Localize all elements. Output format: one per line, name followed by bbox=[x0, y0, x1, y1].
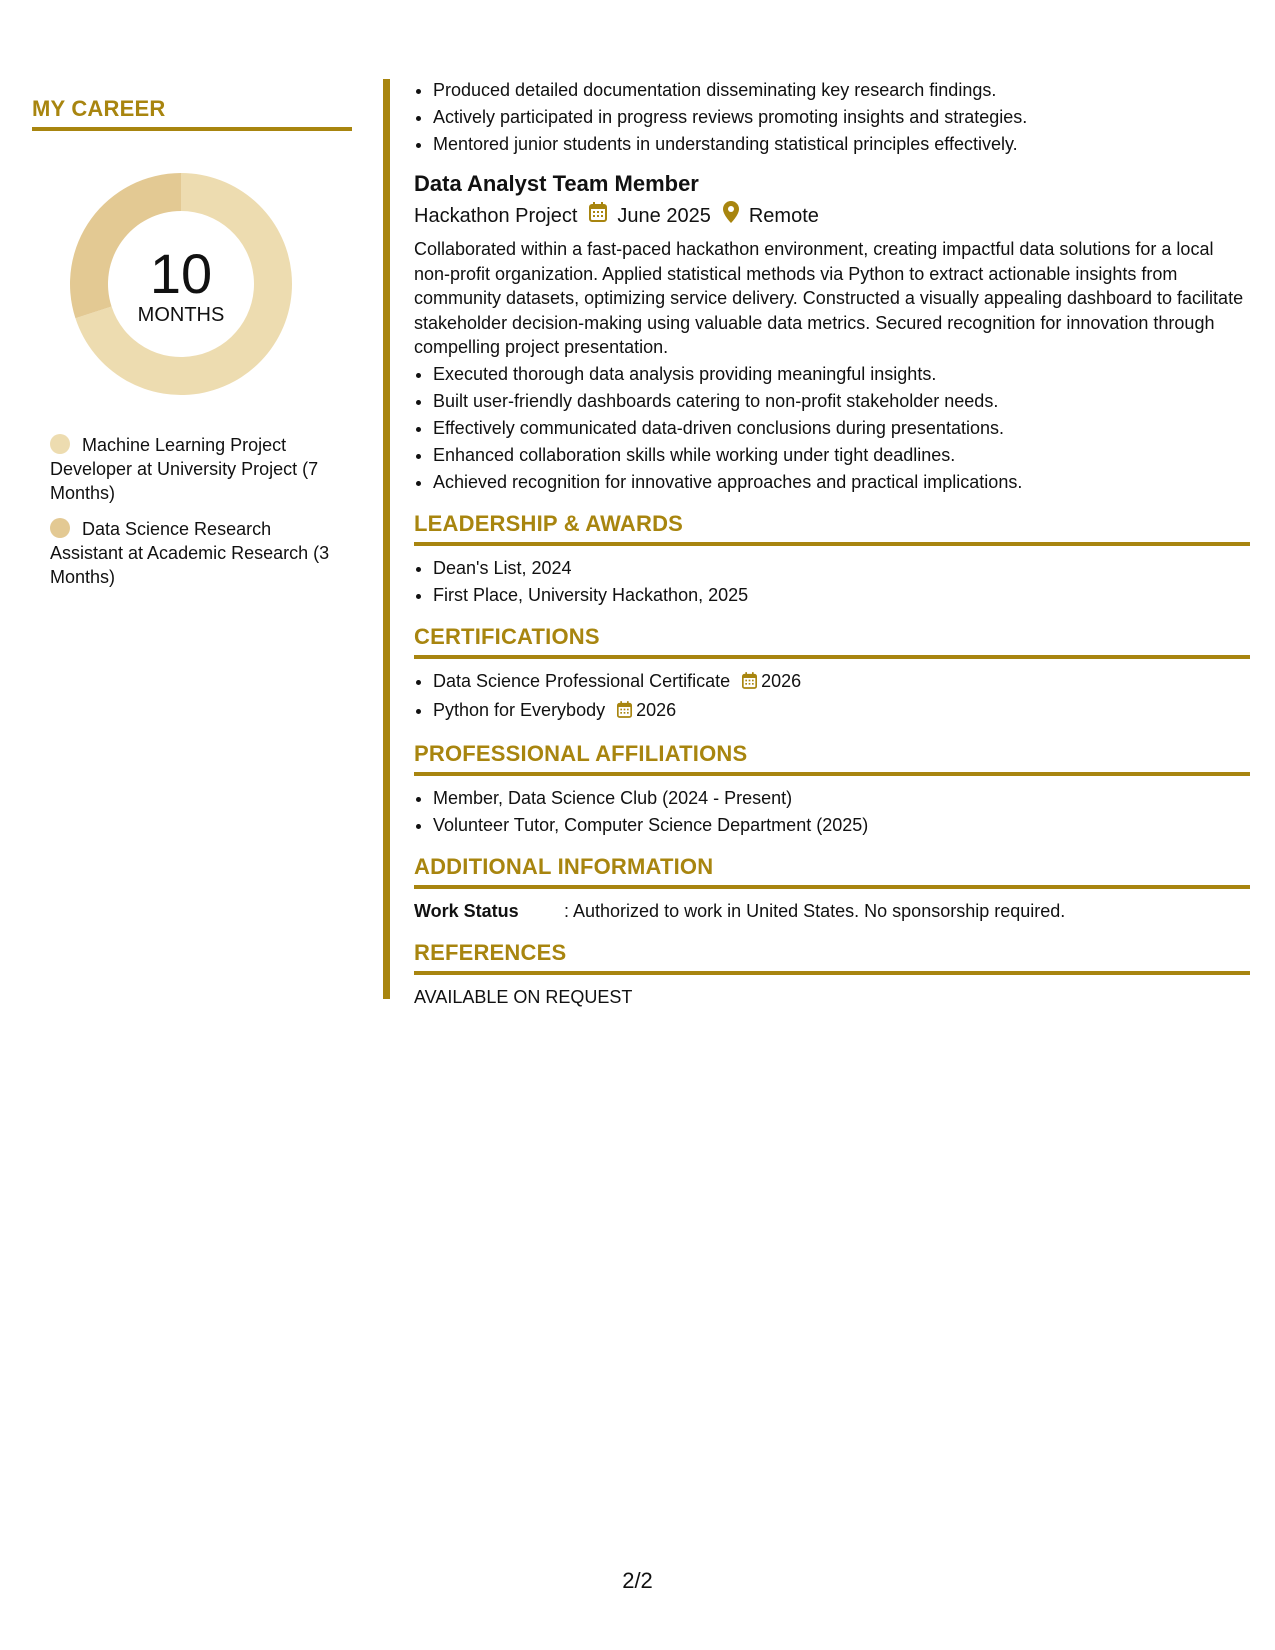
career-total-value: 10 bbox=[149, 242, 213, 305]
map-pin-icon bbox=[723, 201, 739, 231]
list-item bbox=[433, 698, 1250, 724]
column-divider bbox=[383, 79, 390, 999]
job-meta bbox=[414, 201, 1250, 231]
previous-job-bullets bbox=[414, 78, 1250, 156]
certification-name: Data Science Professional Certificate bbox=[433, 670, 731, 691]
career-donut-chart bbox=[66, 169, 296, 399]
career-total-unit: MONTHS bbox=[137, 304, 225, 326]
list-item: • Executed thorough data analysis providing meaningful insights. bbox=[433, 362, 1250, 386]
legend-label: Machine Learning Project Developer at University Project (7 Months) bbox=[50, 435, 319, 503]
certification-name: Python for Everybody bbox=[433, 699, 606, 720]
career-legend-item bbox=[50, 517, 340, 589]
certification-year: 2026 bbox=[636, 699, 677, 720]
list-item: • Actively participated in progress reviews promoting insights and strategies. bbox=[433, 105, 1250, 129]
leadership-list bbox=[414, 556, 1250, 607]
certifications-list bbox=[414, 669, 1250, 724]
career-legend-item bbox=[50, 433, 340, 505]
legend-dot bbox=[50, 518, 70, 538]
career-section-title: MY CAREER bbox=[32, 96, 352, 131]
references-text: AVAILABLE ON REQUEST bbox=[414, 986, 633, 1007]
list-item: • Enhanced collaboration skills while working under tight deadlines. bbox=[433, 443, 1250, 467]
certification-year: 2026 bbox=[761, 670, 802, 691]
work-status-label: Work Status bbox=[414, 900, 519, 921]
job-bullets bbox=[414, 362, 1250, 494]
career-sidebar bbox=[32, 96, 352, 601]
page-number: 2/2 bbox=[622, 1568, 653, 1593]
work-status-value: : Authorized to work in United States. No sponsorship required. bbox=[564, 900, 1066, 921]
calendar-icon bbox=[589, 202, 607, 230]
list-item: • Effectively communicated data-driven conclusions during presentations. bbox=[433, 416, 1250, 440]
list-item: • Volunteer Tutor, Computer Science Department (2025) bbox=[433, 813, 1250, 837]
list-item: • Achieved recognition for innovative approaches and practical implications. bbox=[433, 470, 1250, 494]
job-location: Remote bbox=[748, 205, 819, 227]
legend-label: Data Science Research Assistant at Academic Research (3 Months) bbox=[50, 519, 330, 587]
work-status-row bbox=[414, 899, 1250, 923]
leadership-section-title: LEADERSHIP & AWARDS bbox=[414, 511, 1250, 546]
calendar-icon bbox=[617, 700, 632, 724]
list-item: • Built user-friendly dashboards catering to non-profit stakeholder needs. bbox=[433, 389, 1250, 413]
main-content bbox=[414, 78, 1250, 1009]
list-item bbox=[433, 669, 1250, 695]
calendar-icon bbox=[742, 671, 757, 695]
certifications-section-title: CERTIFICATIONS bbox=[414, 624, 1250, 659]
job-description: Collaborated within a fast-paced hackathon environment, creating impactful data solutions for a local non-profit organization. Applied statistical methods via Python to extract actionable insights from community datasets, optimizing service delivery. Constructed a visually appealing dashboard to facilitate stakeholder decision-making using valuable data metrics. Secured recognition for innovation through compelling project presentation. bbox=[414, 239, 1244, 357]
affiliations-list bbox=[414, 786, 1250, 837]
list-item: • Produced detailed documentation disseminating key research findings. bbox=[433, 78, 1250, 102]
job-date: June 2025 bbox=[617, 205, 711, 227]
references-section-title: REFERENCES bbox=[414, 940, 1250, 975]
career-legend bbox=[32, 433, 352, 589]
list-item: • Member, Data Science Club (2024 - Present) bbox=[433, 786, 1250, 810]
job-organization: Hackathon Project bbox=[414, 205, 578, 227]
job-title: Data Analyst Team Member bbox=[414, 171, 699, 196]
donut-center bbox=[66, 169, 296, 399]
list-item: • Mentored junior students in understanding statistical principles effectively. bbox=[433, 132, 1250, 156]
list-item: • Dean's List, 2024 bbox=[433, 556, 1250, 580]
affiliations-section-title: PROFESSIONAL AFFILIATIONS bbox=[414, 741, 1250, 776]
list-item: • First Place, University Hackathon, 2025 bbox=[433, 583, 1250, 607]
additional-info-section-title: ADDITIONAL INFORMATION bbox=[414, 854, 1250, 889]
legend-dot bbox=[50, 434, 70, 454]
